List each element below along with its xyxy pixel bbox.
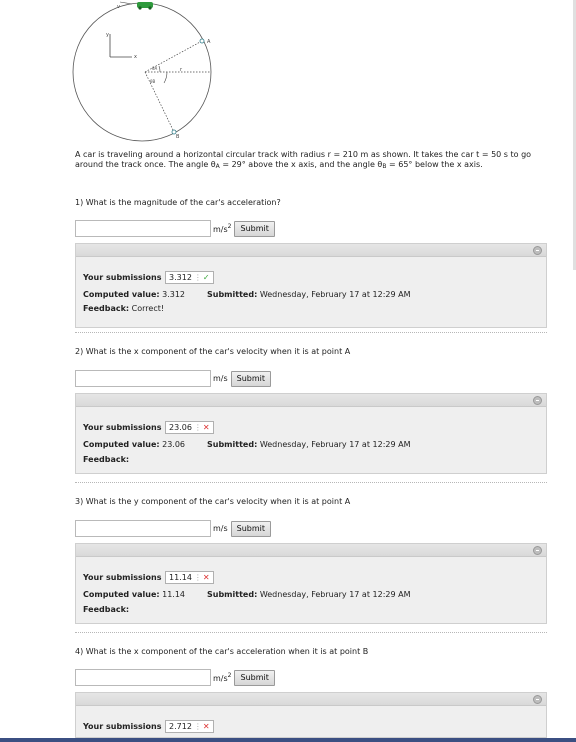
submission-panel-4 <box>75 692 547 738</box>
submission-value-box[interactable]: 11.14 ⋮✕ <box>165 571 214 584</box>
submission-panel-3 <box>75 543 547 624</box>
computed-label: Computed value: <box>83 440 160 449</box>
unit-text: m/s <box>213 225 228 234</box>
svg-text:v: v <box>117 4 120 10</box>
question-1-text: 1) What is the magnitude of the car's acceleration? <box>75 198 281 207</box>
submit-button-4[interactable]: Submit <box>234 670 274 686</box>
panel-header <box>76 394 546 407</box>
unit-text: m/s <box>213 524 228 533</box>
unit-label <box>213 672 231 683</box>
panel-header <box>76 544 546 557</box>
question-3-text: 3) What is the y component of the car's velocity when it is at point A <box>75 497 351 506</box>
bottom-bar <box>0 738 576 742</box>
submissions-label: Your submissions <box>83 423 162 432</box>
circular-track-diagram <box>70 0 220 145</box>
problem-text: around the track once. The angle θ <box>75 160 216 169</box>
unit-exponent: 2 <box>227 672 232 679</box>
submitted-value: Wednesday, February 17 at 12:29 AM <box>259 440 411 449</box>
computed-value: 3.312 <box>162 290 186 299</box>
submission-panel-1 <box>75 243 547 328</box>
submitted-label: Submitted: <box>207 440 258 449</box>
problem-text: = 29° above the x axis, and the angle θ <box>219 160 383 169</box>
computed-label: Computed value: <box>83 290 160 299</box>
question-4-text: 4) What is the x component of the car's acceleration when it is at point B <box>75 647 369 656</box>
question-3-answer-row <box>75 520 271 537</box>
collapse-icon[interactable] <box>533 246 542 255</box>
collapse-icon[interactable] <box>533 695 542 704</box>
theta-b-label: θB <box>150 79 156 84</box>
point-a-label: A <box>207 39 211 45</box>
point-b-label: B <box>176 134 180 140</box>
question-4-answer-row <box>75 669 275 686</box>
cross-icon: ✕ <box>202 423 210 432</box>
answer-input-3[interactable] <box>75 520 211 537</box>
subscript-a: A <box>215 163 220 170</box>
submission-value-box[interactable]: 3.312 ⋮✓ <box>165 271 214 284</box>
collapse-icon[interactable] <box>533 546 542 555</box>
feedback-value: Correct! <box>131 304 165 313</box>
problem-statement <box>75 150 545 172</box>
submit-button-2[interactable]: Submit <box>231 371 271 387</box>
question-2-text: 2) What is the x component of the car's velocity when it is at point A <box>75 347 351 356</box>
problem-text: = 65° below the x axis. <box>386 160 483 169</box>
unit-label <box>213 223 231 234</box>
check-icon: ✓ <box>202 273 210 282</box>
panel-header <box>76 693 546 706</box>
theta-a-label: θA <box>152 66 158 71</box>
submissions-label: Your submissions <box>83 573 162 582</box>
submit-button-3[interactable]: Submit <box>231 521 271 537</box>
separator <box>75 632 547 633</box>
cross-icon: ✕ <box>202 573 210 582</box>
feedback-label: Feedback: <box>83 304 130 313</box>
answer-input-2[interactable] <box>75 370 211 387</box>
submitted-label: Submitted: <box>207 590 258 599</box>
axes-icon <box>110 34 132 57</box>
problem-line-1: A car is traveling around a horizontal circular track with radius r = 210 m as shown. It takes the car t = 50 s to go <box>75 150 532 159</box>
radius-label: r <box>180 67 183 73</box>
feedback-label: Feedback: <box>83 455 130 464</box>
unit-exponent: 2 <box>227 223 232 230</box>
computed-value: 11.14 <box>162 590 186 599</box>
cross-icon: ✕ <box>202 722 210 731</box>
submission-value: 2.712 <box>169 722 192 731</box>
unit-label <box>213 374 228 383</box>
submissions-label: Your submissions <box>83 722 162 731</box>
y-axis-label: y <box>106 32 109 38</box>
subscript-b: B <box>382 163 387 170</box>
panel-header <box>76 244 546 257</box>
answer-input-1[interactable] <box>75 220 211 237</box>
submissions-label: Your submissions <box>83 273 162 282</box>
answer-input-4[interactable] <box>75 669 211 686</box>
car-icon <box>137 2 153 10</box>
computed-value: 23.06 <box>162 440 186 449</box>
unit-label <box>213 524 228 533</box>
unit-text: m/s <box>213 374 228 383</box>
unit-text: m/s <box>213 674 228 683</box>
submission-value: 23.06 <box>169 423 192 432</box>
submitted-label: Submitted: <box>207 290 258 299</box>
point-a-marker <box>200 39 204 43</box>
submission-value-box[interactable]: 23.06 ⋮✕ <box>165 421 214 434</box>
submitted-value: Wednesday, February 17 at 12:29 AM <box>259 290 411 299</box>
submit-button-1[interactable]: Submit <box>234 221 274 237</box>
submission-value: 11.14 <box>169 573 192 582</box>
separator <box>75 332 547 333</box>
collapse-icon[interactable] <box>533 396 542 405</box>
submission-value-box[interactable]: 2.712 ⋮✕ <box>165 720 214 733</box>
computed-label: Computed value: <box>83 590 160 599</box>
question-1-answer-row <box>75 220 275 237</box>
submitted-value: Wednesday, February 17 at 12:29 AM <box>259 590 411 599</box>
question-2-answer-row <box>75 370 271 387</box>
feedback-label: Feedback: <box>83 605 130 614</box>
submission-panel-2 <box>75 393 547 474</box>
separator <box>75 482 547 483</box>
submission-value: 3.312 <box>169 273 192 282</box>
x-axis-label: x <box>134 54 137 60</box>
